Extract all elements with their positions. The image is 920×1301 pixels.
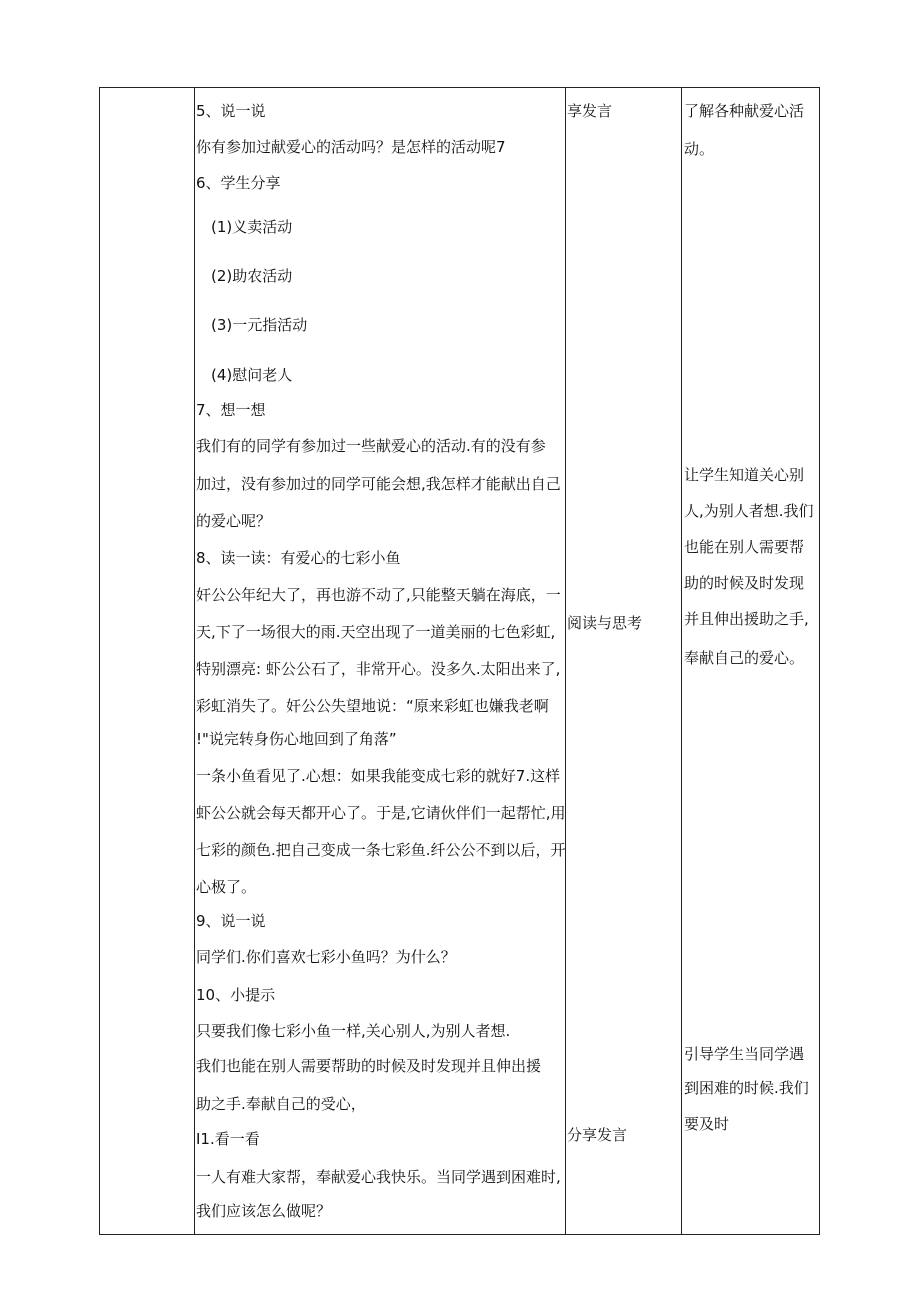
content-line: (2)助农活动	[211, 267, 293, 285]
purpose-line: 到困难的时候.我们	[684, 1079, 809, 1097]
purpose-line: 让学生知道关心别	[684, 466, 805, 484]
content-line: (3)一元指活动	[211, 316, 308, 334]
purpose-line: 了解各种献爱心活	[684, 102, 805, 120]
activity-cell: 分享发言	[567, 1126, 628, 1144]
content-line: 天,下了一场很大的雨.天空出现了一道美丽的七色彩虹,	[196, 623, 556, 641]
content-line: 10、小提示	[196, 986, 276, 1004]
content-line: 8、读一读：有爱心的七彩小鱼	[196, 549, 401, 567]
content-line: 七彩的颜色.把自己变成一条七彩鱼.纤公公不到以后，开	[196, 841, 566, 859]
content-line: 我们有的同学有参加过一些献爱心的活动.有的没有参	[196, 437, 546, 455]
purpose-line: 助的时候及时发现	[684, 574, 805, 592]
content-line: (1)义卖活动	[211, 218, 293, 236]
purpose-line: 并且伸出援助之手,	[684, 610, 809, 628]
content-line: 只要我们像七彩小鱼一样,关心别人,为别人者想.	[196, 1022, 511, 1040]
purpose-line: 奉献自己的爱心。	[684, 649, 805, 667]
activity-cell: 享发言	[567, 102, 613, 120]
content-line: 5、说一说	[196, 102, 266, 120]
column-divider-3	[681, 87, 682, 1235]
content-line: 一人有难大家帮，奉献爱心我快乐。当同学遇到困难时,	[196, 1168, 561, 1186]
content-line: 我们也能在别人需要帮助的时候及时发现并且伸出援	[196, 1057, 542, 1075]
purpose-line: 引导学生当同学遇	[684, 1045, 805, 1063]
content-line: 一条小鱼看见了.心想：如果我能变成七彩的就好7.这样	[196, 767, 561, 785]
content-line: !"说完转身伤心地回到了角落”	[196, 730, 397, 748]
column-divider-1	[194, 87, 195, 1235]
content-line: 你有参加过献爱心的活动吗？是怎样的活动呢7	[196, 138, 506, 156]
content-line: 同学们.你们喜欢七彩小鱼吗？为什么？	[196, 948, 456, 966]
content-line: 奸公公年纪大了，再也游不动了,只能整天躺在海底，一	[196, 586, 561, 604]
activity-cell: 阅读与思考	[567, 614, 643, 632]
purpose-line: 动。	[684, 140, 715, 158]
content-line: 彩虹消失了。奸公公失望地说：“原来彩虹也嫌我老啊	[196, 697, 549, 715]
content-line: 心极了。	[196, 878, 257, 896]
content-line: 9、说一说	[196, 912, 266, 930]
content-line: (4)慰问老人	[211, 366, 293, 384]
content-line: 加过，没有参加过的同学可能会想,我怎样才能献出自己	[196, 475, 561, 493]
content-line: 助之手.奉献自己的受心，	[196, 1095, 366, 1113]
content-line: 的爱心呢？	[196, 512, 272, 530]
content-line: 6、学生分享	[196, 174, 281, 192]
column-divider-2	[565, 87, 566, 1235]
content-line: 7、想一想	[196, 401, 266, 419]
purpose-line: 也能在别人需要帮	[684, 538, 805, 556]
content-line: 特别漂亮: 虾公公石了，非常开心。没多久.太阳出来了,	[196, 660, 561, 678]
content-line: 虾公公就会每天都开心了。于是,它请伙伴们一起帮忙,用	[196, 804, 566, 822]
content-line: 我们应该怎么做呢？	[196, 1202, 332, 1220]
content-line: I1.看一看	[196, 1130, 260, 1148]
purpose-line: 要及时	[684, 1115, 730, 1133]
purpose-line: 人,为别人者想.我们	[684, 502, 814, 520]
